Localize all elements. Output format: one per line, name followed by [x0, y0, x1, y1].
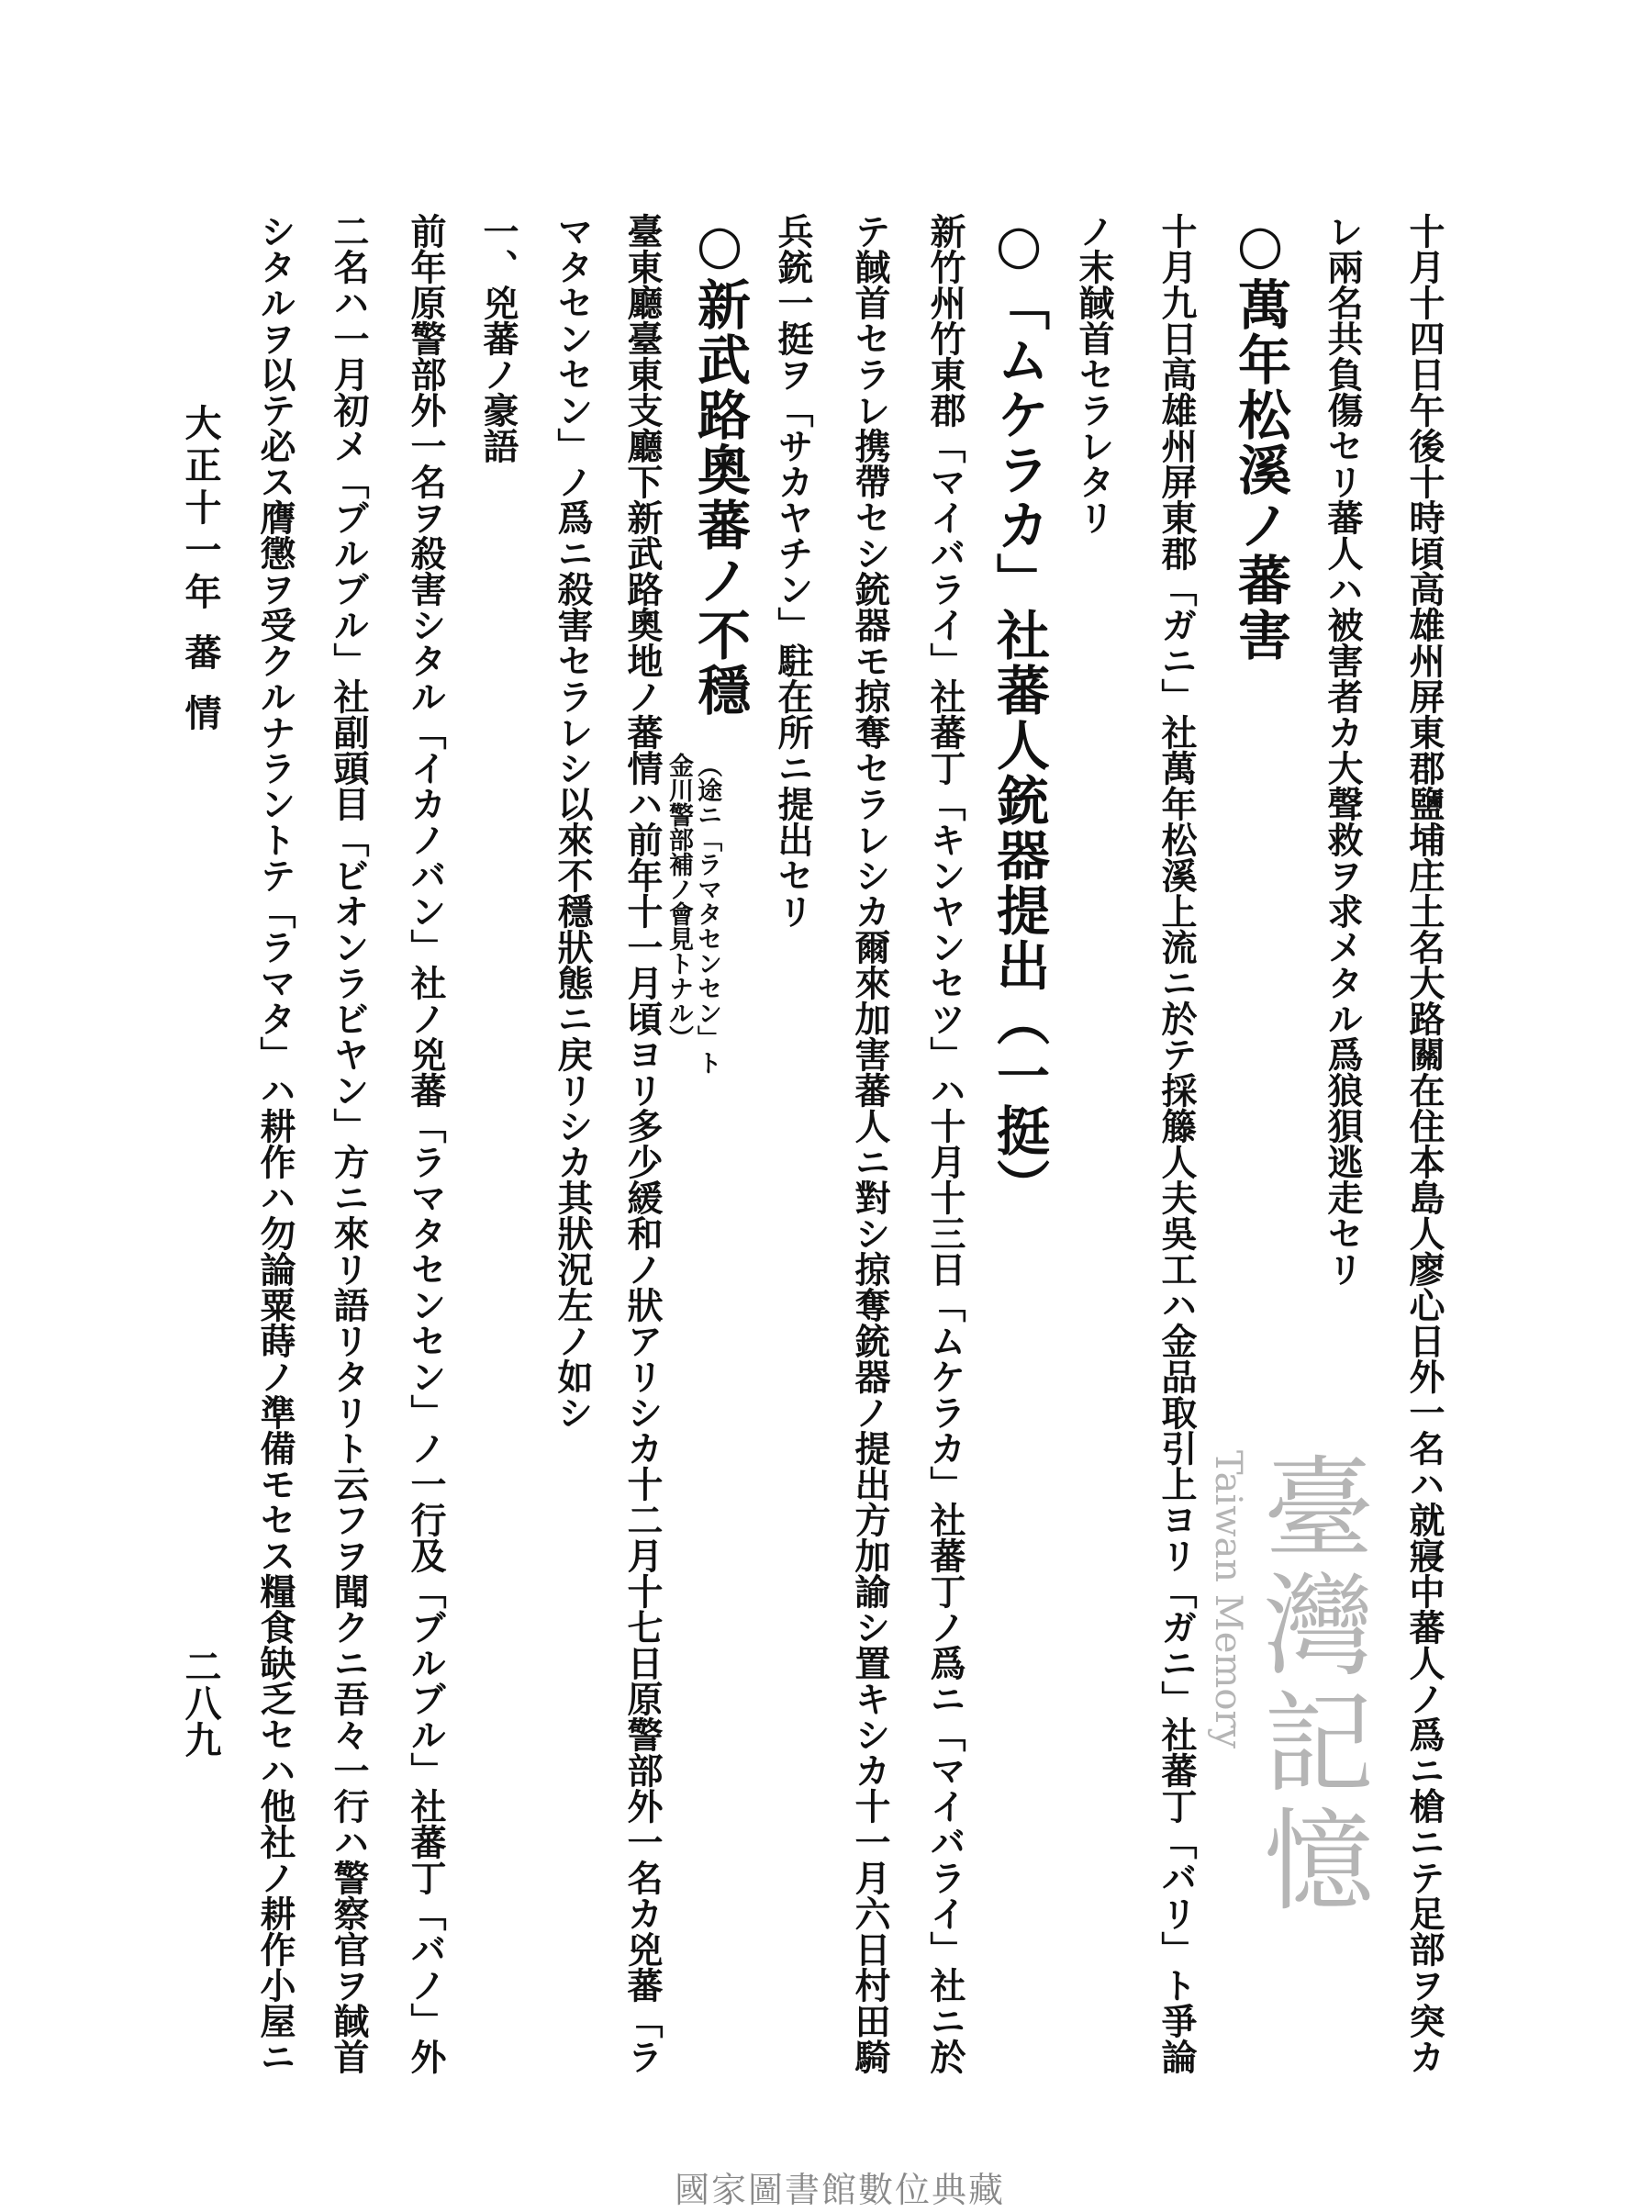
body-column-9: 兵銃一挺ヲ「サカヤチン」駐在所ニ提出セリ — [772, 213, 814, 929]
watermark-main: 臺灣記憶 — [1245, 1450, 1373, 1920]
body-column-8: テ馘首セラレ携帶セシ銃器モ掠奪セラレシカ爾來加害蕃人ニ對シ掠奪銃器ノ提出方加諭シ置キシカ十一月六日村田騎 — [849, 213, 891, 2074]
body-column-4: 十月九日高雄州屏東郡「ガニ」社萬年松溪上流ニ於テ採籐人夫吳工ハ金品取引上ヨリ「ガニ」社蕃丁「バリ」ト爭論 — [1155, 213, 1198, 2074]
body-column-12: マタセンセン」ノ爲ニ殺害セラレシ以來不穩狀態ニ戻リシカ其狀況左ノ如シ — [552, 213, 594, 1430]
subheading-kyoban-gogo: 一、兇蕃ノ豪語 — [477, 213, 519, 464]
watermark-sub: Taiwan Memory — [1207, 1450, 1249, 1749]
running-header: 大正十一年 蕃 情 — [179, 404, 222, 736]
footer-archive-credit: 國家圖書館數位典藏 — [674, 2170, 1005, 2210]
body-column-1: 十月十四日午後十時頃高雄州屏東郡鹽埔庄土名大路關在住本島人廖心日外一名ハ就寢中蕃人ノ爲ニ槍ニテ足部ヲ突カ — [1403, 213, 1446, 2074]
section-heading-mukeraka: ○「ムケラカ」社蕃人銃器提出（一挺） — [988, 213, 1050, 1213]
section-heading-shinburo: ○新武路奧蕃ノ不穩 — [688, 213, 751, 718]
body-column-5: ノ末馘首セラレタリ — [1073, 213, 1115, 535]
watermark-logo — [1207, 1450, 1373, 1920]
body-column-15: 二名ハ一月初メ「ブルブル」社副頭目「ビオンラビヤン」方ニ來リ語リタリト云フヲ聞クニ吾々一行ハ警察官ヲ馘首 — [328, 213, 370, 2074]
body-column-7: 新竹州竹東郡「マイバライ」社蕃丁「キンヤンセツ」ハ十月十三日「ムケラカ」社蕃丁ノ爲ニ「マイバライ」社ニ於 — [924, 213, 966, 2074]
heading-annotation: （途ニ「ラマタセンセン」ト金川警部補ノ會見トナル） — [664, 753, 722, 1075]
body-column-2: レ兩名共負傷セリ蕃人ハ被害者カ大聲救ヲ求メタル爲狼狽逃走セリ — [1322, 213, 1364, 1287]
page-number: 二八九 — [179, 1648, 222, 1758]
body-column-14: 前年原警部外一名ヲ殺害シタル「イカノバン」社ノ兇蕃「ラマタセンセン」ノ一行及「ブルブル」社蕃丁「バノ」外 — [405, 213, 447, 2074]
body-column-16: シタルヲ以テ必ス膺懲ヲ受クルナラントテ「ラマタ」ハ耕作ハ勿論粟蒔ノ準備モセス糧食缺乏セハ他社ノ耕作小屋ニ — [254, 213, 296, 2074]
section-heading-bannen-shokei: ○萬年松溪ノ蕃害 — [1229, 213, 1291, 663]
body-column-11: 臺東廳臺東支廳下新武路奧地ノ蕃情ハ前年十一月頃ヨリ多少緩和ノ狀アリシカ十二月十七日原警部外一名カ兇蕃「ラ — [621, 213, 664, 2074]
